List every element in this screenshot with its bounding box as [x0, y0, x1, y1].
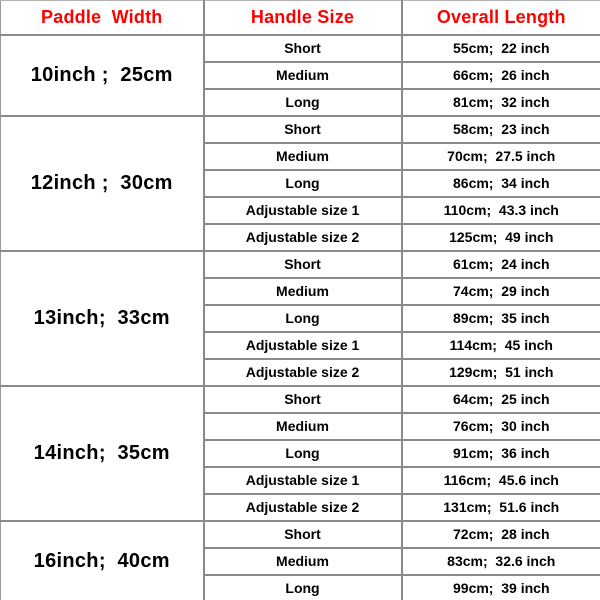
handle-size-cell: Short	[204, 521, 402, 548]
column-header-overall-length: Overall Length	[402, 1, 600, 35]
handle-size-cell: Short	[204, 35, 402, 62]
table-row	[1, 35, 600, 62]
overall-length-cell: 64cm; 25 inch	[402, 386, 600, 413]
handle-size-cell: Adjustable size 1	[204, 467, 402, 494]
header-row	[1, 1, 600, 35]
table-row	[1, 386, 600, 413]
handle-size-cell: Adjustable size 1	[204, 197, 402, 224]
handle-size-cell: Short	[204, 386, 402, 413]
overall-length-cell: 129cm; 51 inch	[402, 359, 600, 386]
handle-size-cell: Short	[204, 251, 402, 278]
handle-size-cell: Long	[204, 575, 402, 600]
overall-length-cell: 72cm; 28 inch	[402, 521, 600, 548]
overall-length-cell: 86cm; 34 inch	[402, 170, 600, 197]
overall-length-cell: 131cm; 51.6 inch	[402, 494, 600, 521]
handle-size-cell: Long	[204, 440, 402, 467]
overall-length-cell: 110cm; 43.3 inch	[402, 197, 600, 224]
overall-length-cell: 91cm; 36 inch	[402, 440, 600, 467]
paddle-width-cell: 16inch; 40cm	[1, 521, 204, 600]
handle-size-cell: Adjustable size 1	[204, 332, 402, 359]
table-row	[1, 251, 600, 278]
handle-size-cell: Medium	[204, 62, 402, 89]
table-row	[1, 521, 600, 548]
overall-length-cell: 61cm; 24 inch	[402, 251, 600, 278]
handle-size-cell: Adjustable size 2	[204, 359, 402, 386]
handle-size-cell: Medium	[204, 548, 402, 575]
handle-size-cell: Medium	[204, 143, 402, 170]
handle-size-cell: Short	[204, 116, 402, 143]
overall-length-cell: 70cm; 27.5 inch	[402, 143, 600, 170]
handle-size-cell: Adjustable size 2	[204, 494, 402, 521]
overall-length-cell: 114cm; 45 inch	[402, 332, 600, 359]
paddle-width-cell: 14inch; 35cm	[1, 386, 204, 521]
overall-length-cell: 58cm; 23 inch	[402, 116, 600, 143]
handle-size-cell: Medium	[204, 278, 402, 305]
overall-length-cell: 99cm; 39 inch	[402, 575, 600, 600]
overall-length-cell: 55cm; 22 inch	[402, 35, 600, 62]
paddle-width-cell: 12inch ; 30cm	[1, 116, 204, 251]
paddle-width-cell: 13inch; 33cm	[1, 251, 204, 386]
handle-size-cell: Long	[204, 170, 402, 197]
overall-length-cell: 81cm; 32 inch	[402, 89, 600, 116]
overall-length-cell: 83cm; 32.6 inch	[402, 548, 600, 575]
overall-length-cell: 89cm; 35 inch	[402, 305, 600, 332]
paddle-width-cell: 10inch ; 25cm	[1, 35, 204, 116]
handle-size-cell: Long	[204, 89, 402, 116]
handle-size-cell: Adjustable size 2	[204, 224, 402, 251]
overall-length-cell: 125cm; 49 inch	[402, 224, 600, 251]
handle-size-cell: Long	[204, 305, 402, 332]
column-header-handle-size: Handle Size	[204, 1, 402, 35]
overall-length-cell: 66cm; 26 inch	[402, 62, 600, 89]
overall-length-cell: 116cm; 45.6 inch	[402, 467, 600, 494]
overall-length-cell: 76cm; 30 inch	[402, 413, 600, 440]
table-row	[1, 116, 600, 143]
overall-length-cell: 74cm; 29 inch	[402, 278, 600, 305]
column-header-paddle-width: Paddle Width	[1, 1, 204, 35]
handle-size-cell: Medium	[204, 413, 402, 440]
